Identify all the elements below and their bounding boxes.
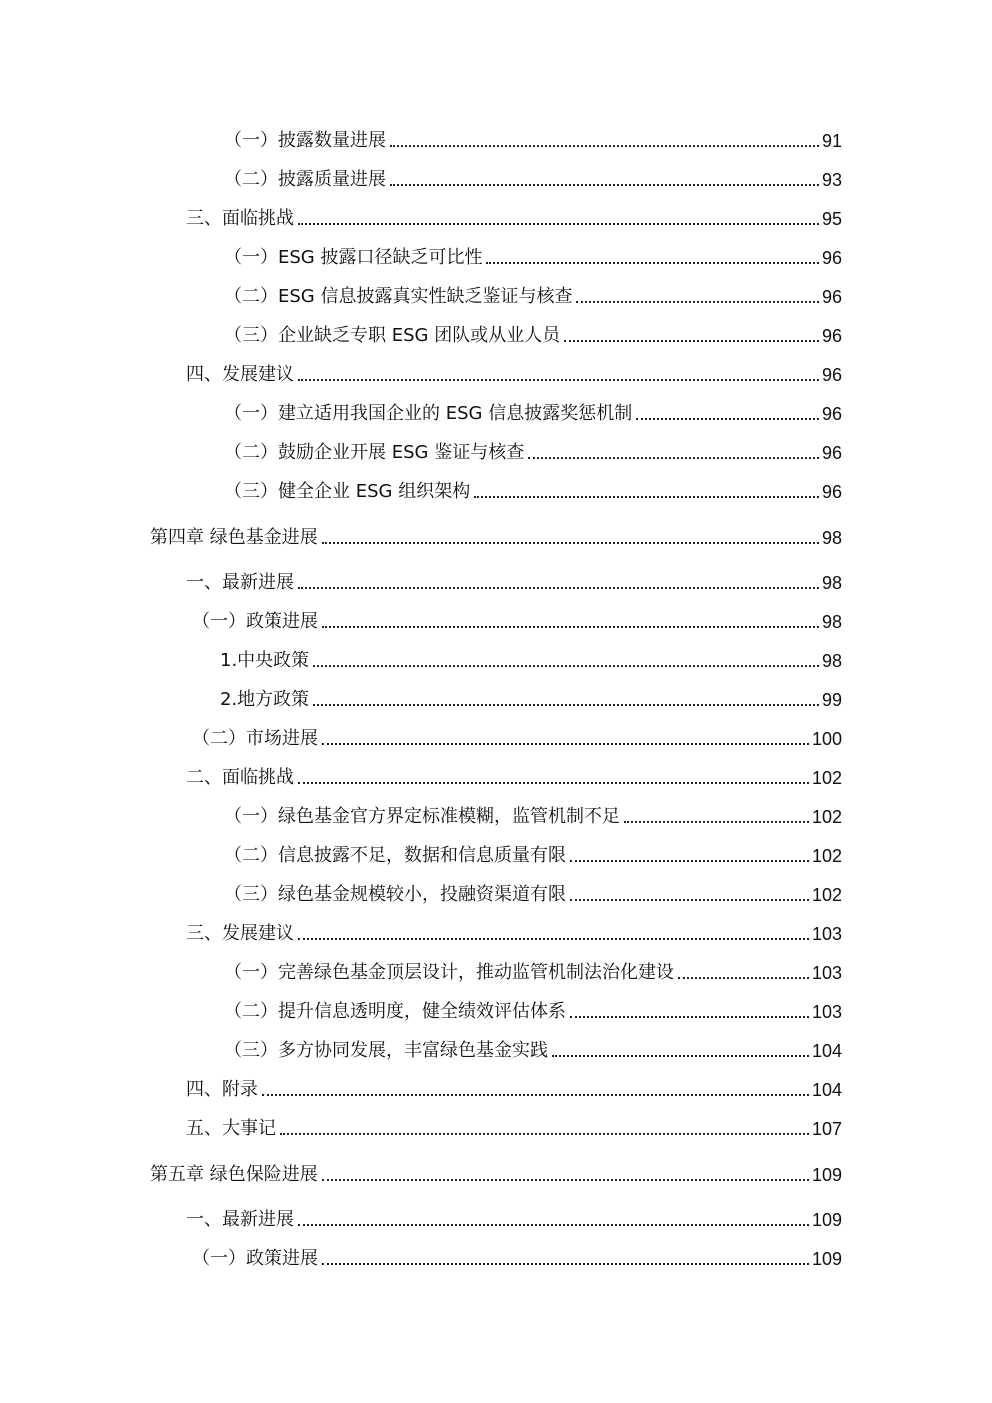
toc-entry-label: 2.地方政策 [220,689,310,710]
toc-entry-label: 二、面临挑战 [186,767,294,788]
toc-entry-label: （一）完善绿色基金顶层设计，推动监管机制法治化建设 [224,962,674,983]
toc-entry-label: （一）建立适用我国企业的 ESG 信息披露奖惩机制 [224,403,633,424]
toc-entry-page-number: 96 [821,482,842,502]
toc-entry-label: （三）绿色基金规模较小，投融资渠道有限 [224,884,566,905]
toc-entry-label: （二）市场进展 [192,728,318,749]
toc-entry[interactable] [224,477,842,503]
toc-entry-page-number: 96 [821,365,842,385]
toc-entry-label: 第四章 绿色基金进展 [150,527,318,548]
toc-entry[interactable] [186,1114,842,1140]
toc-entry[interactable] [186,763,842,789]
toc-entry-page-number: 102 [811,807,842,827]
dot-leader [322,542,819,544]
toc-entry-page-number: 107 [811,1119,842,1139]
dot-leader [570,860,809,862]
dot-leader [322,743,809,745]
toc-entry-label: 四、发展建议 [186,364,294,385]
toc-entry-label: （二）信息披露不足，数据和信息质量有限 [224,845,566,866]
toc-entry-page-number: 100 [811,729,842,749]
toc-entry-page-number: 98 [821,573,842,593]
toc-entry-page-number: 102 [811,846,842,866]
toc-chapter-entry[interactable] [150,1160,842,1186]
toc-entry-label: 三、面临挑战 [186,208,294,229]
toc-entry-page-number: 96 [821,287,842,307]
toc-entry[interactable] [224,321,842,347]
dot-leader [313,704,819,706]
toc-entry-label: 1.中央政策 [220,650,310,671]
toc-entry[interactable] [224,165,842,191]
toc-entry[interactable] [220,646,842,672]
toc-entry-page-number: 95 [821,209,842,229]
dot-leader [322,1179,809,1181]
toc-entry-label: （三）企业缺乏专职 ESG 团队或从业人员 [224,325,561,346]
toc-entry[interactable] [186,1205,842,1231]
dot-leader [298,223,819,225]
dot-leader [298,379,819,381]
toc-entry-page-number: 99 [821,690,842,710]
toc-entry-page-number: 104 [811,1041,842,1061]
toc-entry-page-number: 109 [811,1249,842,1269]
toc-entry-label: （一）政策进展 [192,611,318,632]
toc-entry[interactable] [224,243,842,269]
toc-entry[interactable] [192,1244,842,1270]
toc-entry-page-number: 102 [811,768,842,788]
toc-entry-label: 三、发展建议 [186,923,294,944]
toc-entry[interactable] [224,438,842,464]
toc-entry-page-number: 98 [821,528,842,548]
toc-entry[interactable] [224,126,842,152]
toc-entry-label: 一、最新进展 [186,1209,294,1230]
toc-entry[interactable] [186,360,842,386]
dot-leader [322,1263,809,1265]
toc-entry-label: （二）鼓励企业开展 ESG 鉴证与核查 [224,442,525,463]
dot-leader [528,457,819,459]
toc-entry[interactable] [224,841,842,867]
toc-entry-label: （一）政策进展 [192,1248,318,1269]
toc-entry[interactable] [186,1075,842,1101]
dot-leader [552,1055,809,1057]
dot-leader [624,821,809,823]
toc-entry-page-number: 96 [821,443,842,463]
toc-entry-page-number: 96 [821,326,842,346]
dot-leader [313,665,819,667]
dot-leader [564,340,819,342]
toc-entry-page-number: 96 [821,248,842,268]
dot-leader [390,184,819,186]
toc-entry-page-number: 102 [811,885,842,905]
dot-leader [390,145,819,147]
dot-leader [576,301,819,303]
dot-leader [298,938,809,940]
dot-leader [486,262,819,264]
toc-entry[interactable] [224,1036,842,1062]
toc-entry-label: （二）披露质量进展 [224,169,386,190]
toc-entry-label: 一、最新进展 [186,572,294,593]
dot-leader [474,496,819,498]
toc-entry-label: （三）多方协同发展，丰富绿色基金实践 [224,1040,548,1061]
toc-entry[interactable] [186,204,842,230]
toc-entry-label: （二）ESG 信息披露真实性缺乏鉴证与核查 [224,286,573,307]
toc-entry-label: 五、大事记 [186,1118,276,1139]
dot-leader [262,1094,809,1096]
toc-entry-page-number: 104 [811,1080,842,1100]
toc-entry[interactable] [186,919,842,945]
toc-entry-label: （一）绿色基金官方界定标准模糊，监管机制不足 [224,806,620,827]
toc-entry-label: （一）ESG 披露口径缺乏可比性 [224,247,483,268]
dot-leader [636,418,819,420]
toc-chapter-entry[interactable] [150,523,842,549]
toc-entry[interactable] [224,802,842,828]
toc-entry[interactable] [224,997,842,1023]
toc-entry[interactable] [192,724,842,750]
dot-leader [298,587,819,589]
toc-entry[interactable] [224,958,842,984]
dot-leader [298,1224,809,1226]
toc-entry[interactable] [224,399,842,425]
toc-entry-page-number: 98 [821,612,842,632]
dot-leader [678,977,809,979]
dot-leader [570,899,809,901]
toc-entry-page-number: 103 [811,963,842,983]
toc-entry[interactable] [192,607,842,633]
toc-entry-label: （三）健全企业 ESG 组织架构 [224,481,471,502]
toc-entry[interactable] [220,685,842,711]
toc-entry[interactable] [224,880,842,906]
toc-entry-label: （一）披露数量进展 [224,130,386,151]
toc-entry-page-number: 103 [811,1002,842,1022]
toc-entry-page-number: 109 [811,1165,842,1185]
dot-leader [280,1133,809,1135]
toc-entry-page-number: 91 [821,131,842,151]
toc-entry-page-number: 109 [811,1210,842,1230]
toc-entry-page-number: 103 [811,924,842,944]
dot-leader [570,1016,809,1018]
toc-entry-label: 第五章 绿色保险进展 [150,1164,318,1185]
toc-entry[interactable] [224,282,842,308]
dot-leader [298,782,809,784]
toc-entry[interactable] [186,568,842,594]
toc-entry-page-number: 98 [821,651,842,671]
toc-entry-page-number: 96 [821,404,842,424]
toc-entry-page-number: 93 [821,170,842,190]
dot-leader [322,626,819,628]
toc-entry-label: （二）提升信息透明度，健全绩效评估体系 [224,1001,566,1022]
toc-entry-label: 四、附录 [186,1079,258,1100]
